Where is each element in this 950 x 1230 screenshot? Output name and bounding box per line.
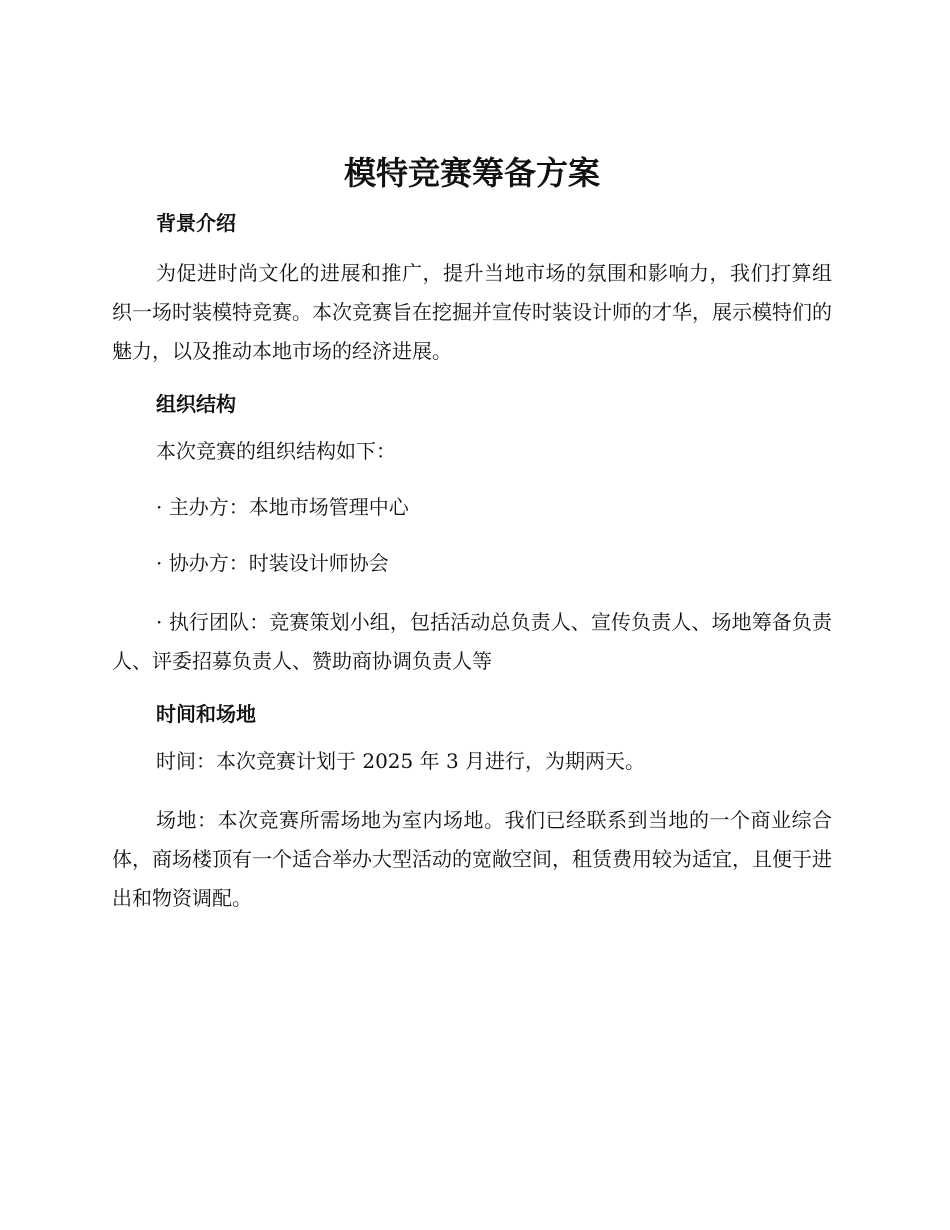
document-body bbox=[112, 150, 832, 936]
section-heading-time-venue: 时间和场地 bbox=[156, 702, 256, 726]
section-heading-background: 背景介绍 bbox=[156, 211, 236, 235]
organization-cohost: · 协办方：时装设计师协会 bbox=[156, 551, 389, 575]
section-heading-organization: 组织结构 bbox=[156, 392, 236, 416]
time-paragraph: 时间：本次竞赛计划于 2025 年 3 月进行，为期两天。 bbox=[156, 749, 646, 773]
background-paragraph: 为促进时尚文化的进展和推广，提升当地市场的氛围和影响力，我们打算组织一场时装模特竞赛。本次竞赛旨在挖掘并宣传时装设计师的才华，展示模特们的魅力，以及推动本地市场的经济进展。 bbox=[112, 261, 832, 363]
venue-paragraph: 场地：本次竞赛所需场地为室内场地。我们已经联系到当地的一个商业综合体，商场楼顶有一个适合举办大型活动的宽敞空间，租赁费用较为适宜，且便于进出和物资调配。 bbox=[112, 808, 832, 910]
organization-intro: 本次竞赛的组织结构如下： bbox=[156, 439, 396, 463]
organization-host: · 主办方：本地市场管理中心 bbox=[156, 495, 409, 519]
organization-team: · 执行团队：竞赛策划小组，包括活动总负责人、宣传负责人、场地筹备负责人、评委招募负责人、赞助商协调负责人等 bbox=[112, 610, 832, 673]
document-title: 模特竞赛筹备方案 bbox=[343, 154, 600, 192]
